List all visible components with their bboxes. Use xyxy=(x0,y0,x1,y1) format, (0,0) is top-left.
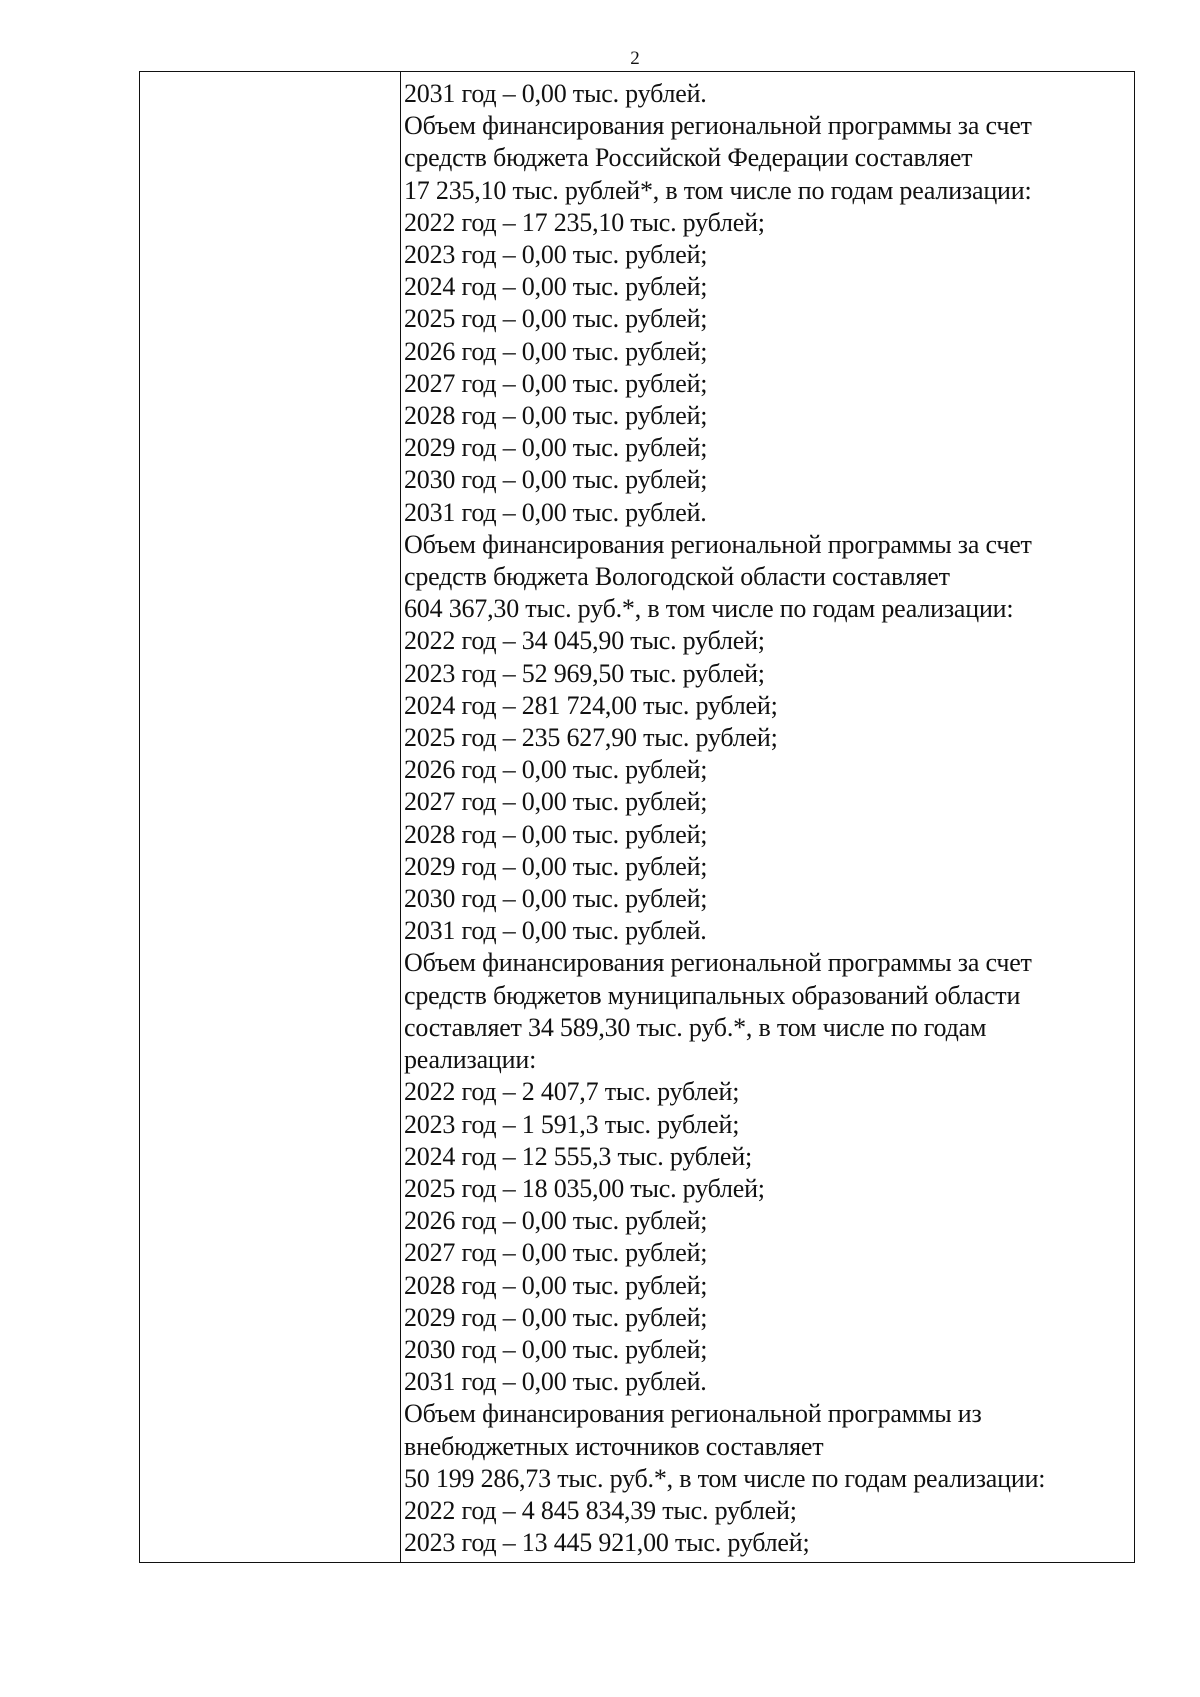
text-line: 2025 год – 0,00 тыс. рублей; xyxy=(404,304,708,334)
text-line: 2022 год – 34 045,90 тыс. рублей; xyxy=(404,626,765,656)
text-line: 2028 год – 0,00 тыс. рублей; xyxy=(404,401,708,431)
text-line: 2029 год – 0,00 тыс. рублей; xyxy=(404,1302,708,1332)
text-line: 2028 год – 0,00 тыс. рублей; xyxy=(404,819,708,849)
text-line: 2024 год – 0,00 тыс. рублей; xyxy=(404,272,708,302)
text-line: 2025 год – 235 627,90 тыс. рублей; xyxy=(404,723,778,753)
text-line: реализации: xyxy=(404,1045,537,1075)
text-line: 2029 год – 0,00 тыс. рублей; xyxy=(404,433,708,463)
text-line: 2022 год – 4 845 834,39 тыс. рублей; xyxy=(404,1495,797,1525)
text-line: 604 367,30 тыс. руб.*, в том числе по годам реализации: xyxy=(404,594,1014,624)
text-line: 2031 год – 0,00 тыс. рублей. xyxy=(404,1367,707,1397)
page-number: 2 xyxy=(630,48,640,69)
text-line: 2031 год – 0,00 тыс. рублей. xyxy=(404,497,707,527)
text-line: 2031 год – 0,00 тыс. рублей. xyxy=(404,916,707,946)
text-line: средств бюджетов муниципальных образований области xyxy=(404,980,1021,1010)
text-line: 2028 год – 0,00 тыс. рублей; xyxy=(404,1270,708,1300)
text-line: 2023 год – 52 969,50 тыс. рублей; xyxy=(404,658,765,688)
text-line: 50 199 286,73 тыс. руб.*, в том числе по годам реализации: xyxy=(404,1463,1046,1493)
text-line: 2026 год – 0,00 тыс. рублей; xyxy=(404,755,708,785)
text-line: Объем финансирования региональной программы за счет xyxy=(404,529,1032,559)
text-line: средств бюджета Российской Федерации составляет xyxy=(404,143,973,173)
text-line: внебюджетных источников составляет xyxy=(404,1431,824,1461)
text-line: 2030 год – 0,00 тыс. рублей; xyxy=(404,465,708,495)
text-line: Объем финансирования региональной программы за счет xyxy=(404,111,1032,141)
table-right-column xyxy=(401,72,1134,1562)
text-line: 2029 год – 0,00 тыс. рублей; xyxy=(404,851,708,881)
text-line: 2030 год – 0,00 тыс. рублей; xyxy=(404,884,708,914)
text-line: 2023 год – 1 591,3 тыс. рублей; xyxy=(404,1109,740,1139)
text-line: 2024 год – 281 724,00 тыс. рублей; xyxy=(404,690,778,720)
text-line: 2027 год – 0,00 тыс. рублей; xyxy=(404,787,708,817)
text-line: 17 235,10 тыс. рублей*, в том числе по годам реализации: xyxy=(404,175,1032,205)
text-line: 2023 год – 0,00 тыс. рублей; xyxy=(404,240,708,270)
text-line: средств бюджета Вологодской области составляет xyxy=(404,562,950,592)
text-line: 2026 год – 0,00 тыс. рублей; xyxy=(404,1206,708,1236)
text-line: Объем финансирования региональной программы из xyxy=(404,1399,982,1429)
text-line: 2023 год – 13 445 921,00 тыс. рублей; xyxy=(404,1528,810,1558)
text-line: 2030 год – 0,00 тыс. рублей; xyxy=(404,1334,708,1364)
financing-table xyxy=(139,71,1135,1563)
text-line: 2026 год – 0,00 тыс. рублей; xyxy=(404,336,708,366)
text-line: 2031 год – 0,00 тыс. рублей. xyxy=(404,79,707,108)
text-line: 2022 год – 17 235,10 тыс. рублей; xyxy=(404,207,765,237)
text-line: 2022 год – 2 407,7 тыс. рублей; xyxy=(404,1077,740,1107)
text-line: 2027 год – 0,00 тыс. рублей; xyxy=(404,1238,708,1268)
text-line: 2027 год – 0,00 тыс. рублей; xyxy=(404,368,708,398)
text-line: 2024 год – 12 555,3 тыс. рублей; xyxy=(404,1141,753,1171)
text-line: Объем финансирования региональной программы за счет xyxy=(404,948,1032,978)
text-line: составляет 34 589,30 тыс. руб.*, в том числе по годам xyxy=(404,1012,987,1042)
table-left-column xyxy=(140,72,401,1562)
text-line: 2025 год – 18 035,00 тыс. рублей; xyxy=(404,1173,765,1203)
